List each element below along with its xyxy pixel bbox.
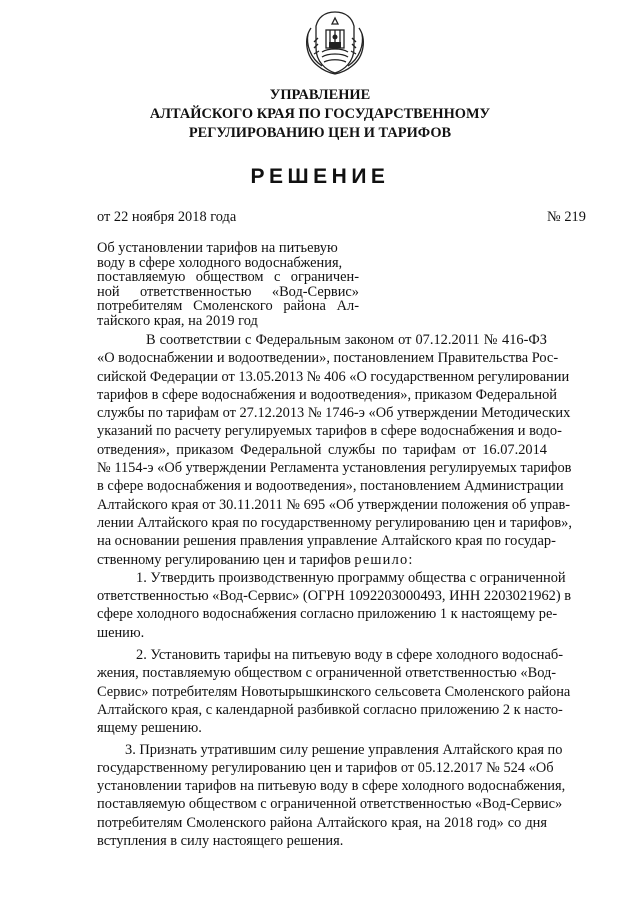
subject-line: Об установлении тарифов на питьевую [97,240,338,256]
decided-word: решило [354,551,409,568]
document-subject [97,241,359,329]
item-line: вступления в силу настоящего решения. [97,833,344,850]
subject-line: потребителям Смоленского района Ал- [97,298,359,315]
item-line: потребителям Смоленского района Алтайского края, на 2018 год» со дня [97,814,547,831]
preamble-line: на основании решения правления управление Алтайского края по государ- [97,533,556,550]
document-number: № 219 [547,209,586,225]
item-line: 2. Установить тарифы на питьевую воду в сфере холодного водоснаб- [136,647,563,664]
preamble-line: В соответствии с Федеральным законом от 07.12.2011 № 416-ФЗ [146,332,547,348]
item-line: поставляемую обществом с ограниченной ответственностью «Вод-Сервис» [97,796,563,813]
preamble-line: указаний по расчету регулируемых тарифов в сфере водоснабжения и водо- [97,423,562,440]
preamble-line: отведения», приказом Федеральной службы по тарифам от 16.07.2014 [97,441,547,458]
item-line: Алтайского края, с календарной разбивкой согласно приложению 2 к насто- [97,701,563,718]
document-body [97,331,572,850]
subject-line: тайского края, на 2019 год [97,312,258,329]
item-line: Сервис» потребителям Новотырышкинского сельсовета Смоленского района [97,683,571,700]
item-line: установлении тарифов на питьевую воду в сфере холодного водоснабжения, [97,778,566,795]
preamble-line: Алтайского края от 30.11.2011 № 695 «Об утверждении положения об управ- [97,496,571,513]
decision-item-2 [97,646,571,737]
decision-item-1 [97,569,572,642]
item-line: жения, поставляемую обществом с ограниченной ответственностью «Вод- [97,665,557,682]
org-name-line-2: АЛТАЙСКОГО КРАЯ ПО ГОСУДАРСТВЕННОМУ [149,106,491,122]
preamble-line: «О водоснабжении и водоотведении», постановлением Правительства Рос- [97,350,559,367]
item-line: государственному регулированию цен и тарифов от 05.12.2017 № 524 «Об [97,759,554,776]
decision-item-3 [97,741,566,851]
preamble-line: сийской Федерации от 13.05.2013 № 406 «О государственном регулировании [97,368,570,385]
org-name-line-3: РЕГУЛИРОВАНИЮ ЦЕН И ТАРИФОВ [188,125,452,141]
preamble-paragraph [97,331,572,569]
document-title: РЕШЕНИЕ [250,165,390,188]
preamble-line: лении Алтайского края по государственному регулированию цен и тарифов», [97,514,572,531]
item-line: ответственностью «Вод-Сервис» (ОГРН 1092203000493, ИНН 2203021962) в [97,588,572,605]
item-line: ящему решению. [97,720,202,737]
coat-of-arms-icon [302,8,368,76]
document-date: от 22 ноября 2018 года [97,209,237,225]
preamble-line [97,551,547,569]
preamble-line: тарифов в сфере водоснабжения и водоотведения», приказом Федеральной [97,386,557,403]
preamble-line: № 1154-э «Об утверждении Регламента установления регулируемых тарифов [97,460,572,477]
preamble-text: ственному регулированию цен и тарифов [97,551,355,568]
subject-line: ной ответственностью «Вод-Сервис» [97,283,359,300]
org-name-line-1: УПРАВЛЕНИЕ [269,87,371,103]
item-line: сфере холодного водоснабжения согласно приложению 1 к настоящему ре- [97,606,558,623]
preamble-line: службы по тарифам от 27.12.2013 № 1746-э «Об утверждении Методических [97,405,571,422]
item-line: 3. Признать утратившим силу решение управления Алтайского края по [125,741,563,758]
subject-line: поставляемую обществом с ограничен- [97,269,359,286]
preamble-colon: : [408,551,413,568]
preamble-line: в сфере водоснабжения и водоотведения», постановлением Администрации [97,478,564,495]
item-line: 1. Утвердить производственную программу общества с ограниченной [136,569,566,586]
item-line: шению. [97,624,145,641]
subject-line: воду в сфере холодного водоснабжения, [97,254,343,271]
